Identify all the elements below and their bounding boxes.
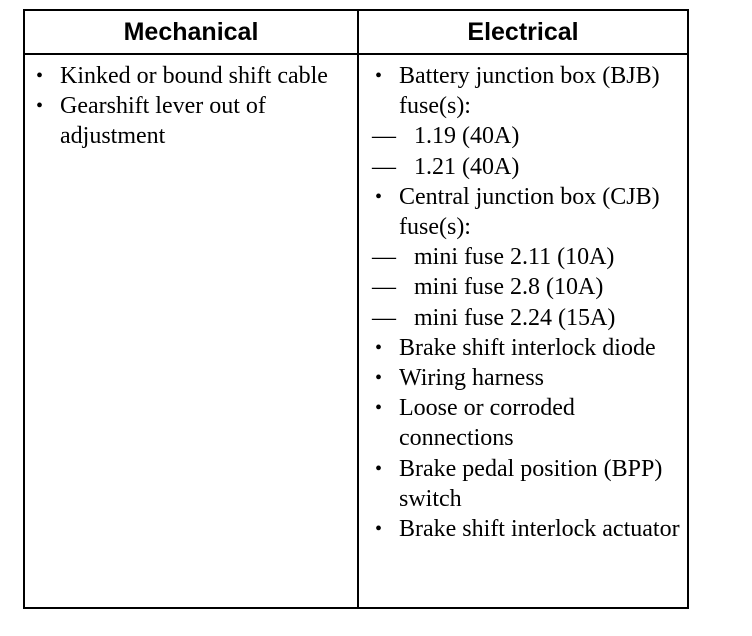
- header-electrical: Electrical: [359, 11, 687, 55]
- mechanical-item-text: Gearshift lever out of adjustment: [60, 93, 266, 150]
- fuse-sub-item: [372, 303, 687, 333]
- header-mechanical: Mechanical: [25, 11, 359, 55]
- bullet-icon: •: [36, 65, 44, 87]
- bullet-icon: •: [375, 336, 383, 359]
- electrical-item-text: Loose or corroded connections: [399, 395, 575, 452]
- mechanical-column: [25, 55, 359, 607]
- list-item: [372, 182, 687, 242]
- electrical-item-text: Brake shift interlock diode: [399, 334, 656, 361]
- dash-icon: —: [372, 153, 396, 180]
- electrical-item-text: Wiring harness: [399, 365, 544, 392]
- fuse-text: mini fuse 2.24 (15A): [414, 304, 616, 331]
- fuse-sub-item: [372, 121, 687, 151]
- list-item: [372, 363, 687, 393]
- fuse-sub-item: [372, 242, 687, 272]
- dash-icon: —: [372, 244, 396, 271]
- list-item: [33, 61, 357, 91]
- list-item: [372, 514, 687, 544]
- electrical-item-text: Battery junction box (BJB) fuse(s):: [399, 63, 660, 120]
- bullet-icon: •: [375, 185, 383, 208]
- dash-icon: —: [372, 274, 396, 301]
- bullet-icon: •: [375, 457, 383, 480]
- bullet-icon: •: [375, 518, 383, 541]
- list-item: [372, 454, 687, 514]
- fuse-sub-item: [372, 272, 687, 302]
- electrical-item-text: Brake pedal position (BPP) switch: [399, 455, 663, 512]
- mechanical-item-text: Kinked or bound shift cable: [60, 63, 328, 89]
- bullet-icon: •: [375, 367, 383, 390]
- electrical-item-text: Central junction box (CJB) fuse(s):: [399, 183, 660, 241]
- dash-icon: —: [372, 304, 396, 331]
- fuse-sub-item: [372, 152, 687, 182]
- fuse-text: 1.19 (40A): [414, 123, 520, 150]
- bullet-icon: •: [375, 397, 383, 420]
- fuse-text: 1.21 (40A): [414, 153, 520, 180]
- electrical-column: [359, 55, 687, 607]
- fuse-text: mini fuse 2.8 (10A): [414, 274, 604, 301]
- list-item: [372, 393, 687, 453]
- fuse-text: mini fuse 2.11 (10A): [414, 244, 615, 271]
- bullet-icon: •: [375, 65, 383, 87]
- list-item: [372, 61, 687, 121]
- bullet-icon: •: [36, 95, 44, 118]
- list-item: [33, 91, 357, 151]
- dash-icon: —: [372, 123, 396, 150]
- diagnostic-table: [23, 9, 689, 609]
- electrical-item-text: Brake shift interlock actuator: [399, 516, 680, 543]
- list-item: [372, 333, 687, 363]
